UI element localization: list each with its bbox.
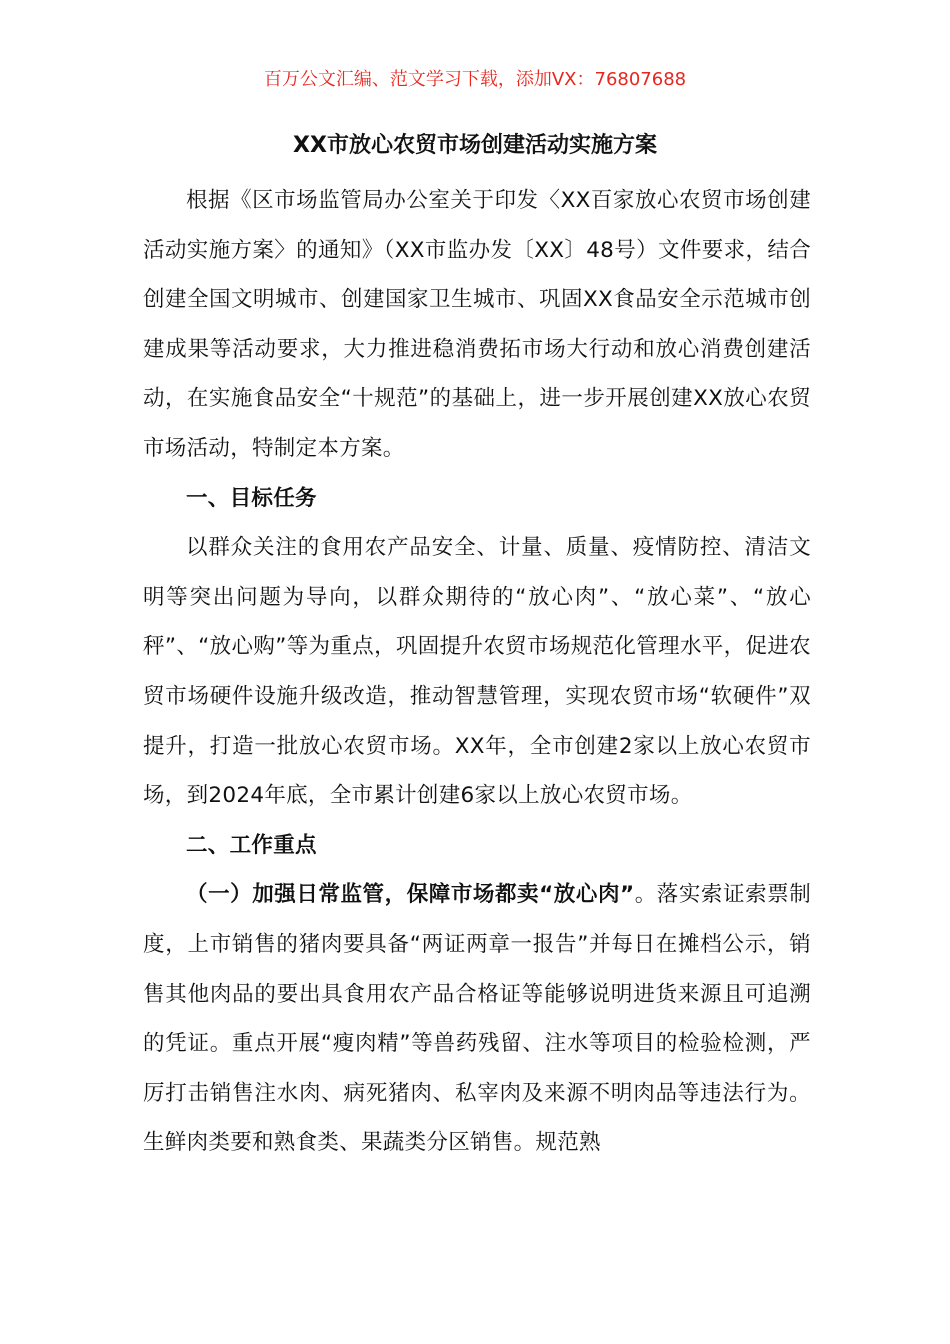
document-body [143, 176, 811, 1168]
section-2-heading: 二、工作重点 [186, 832, 317, 858]
section-1-paragraph: 以群众关注的食用农产品安全、计量、质量、疫情防控、清洁文明等突出问题为导向，以群众期待的“放心肉”、“放心菜”、“放心秤”、“放心购”等为重点，巩固提升农贸市场规范化管理水平，促进农贸市场硬件设施升级改造，推动智慧管理，实现农贸市场“软硬件”双提升，打造一批放心农贸市场。XX年，全市创建2家以上放心农贸市场，到2024年底，全市累计创建6家以上放心农贸市场。 [143, 535, 811, 809]
intro-paragraph: 根据《区市场监管局办公室关于印发〈XX百家放心农贸市场创建活动实施方案〉的通知》（XX市监办发〔XX〕48号）文件要求，结合创建全国文明城市、创建国家卫生城市、巩固XX食品安全示范城市创建成果等活动要求，大力推进稳消费拓市场大行动和放心消费创建活动，在实施食品安全“十规范”的基础上，进一步开展创建XX放心农贸市场活动，特制定本方案。 [143, 188, 811, 461]
header-banner: 百万公文汇编、范文学习下载，添加VX：76807688 [263, 69, 687, 90]
section-2-item-1-paragraph [143, 870, 811, 1168]
document-title: XX市放心农贸市场创建活动实施方案 [293, 133, 657, 158]
section-2-item-1-text: 。落实索证索票制度，上市销售的猪肉要具备“两证两章一报告”并每日在摊档公示，销售其他肉品的要出具食用农产品合格证等能够说明进货来源且可追溯的凭证。重点开展“瘦肉精”等兽药残留、注水等项目的检验检测，严厉打击销售注水肉、病死猪肉、私宰肉及来源不明肉品等违法行为。生鲜肉类要和熟食类、果蔬类分区销售。规范熟 [143, 882, 812, 1156]
section-1-heading: 一、目标任务 [186, 485, 317, 511]
section-2-item-1-lead: （一）加强日常监管，保障市场都卖“放心肉” [186, 882, 635, 908]
